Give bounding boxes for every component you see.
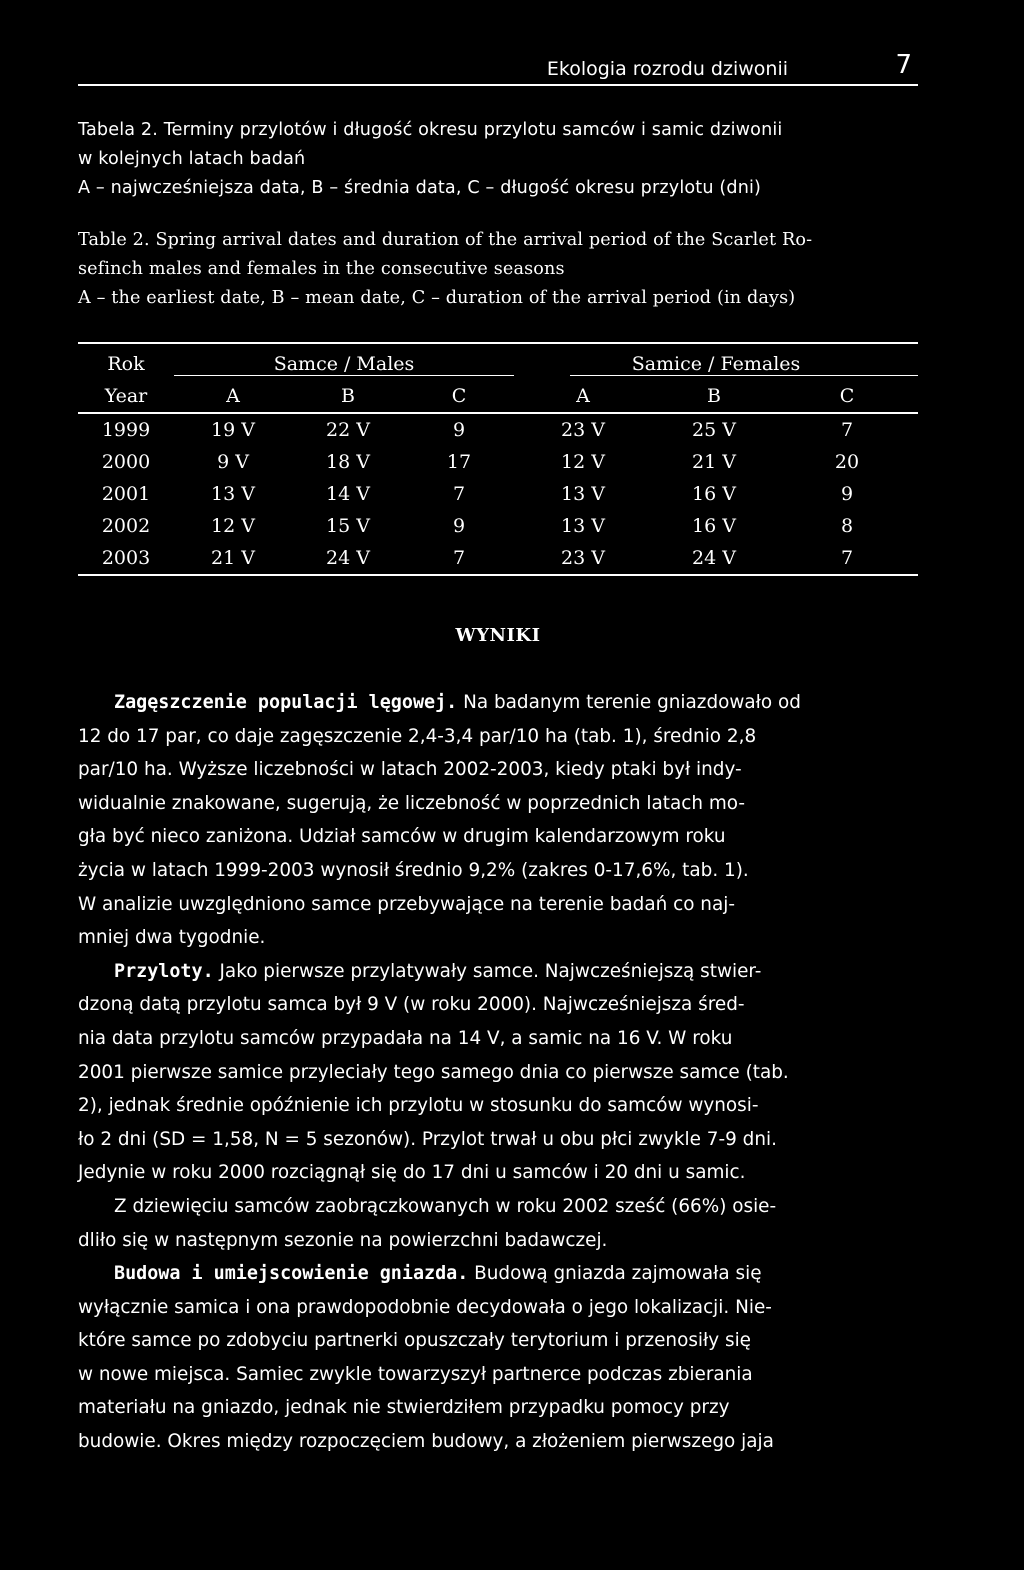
table-cell: 7 [840, 419, 854, 441]
paragraph-line [78, 686, 918, 720]
paragraph-line: Jedynie w roku 2000 rozciągnął się do 17 dni u samców i 20 dni u samic. [78, 1162, 746, 1184]
caption-line: A – the earliest date, B – mean date, C – duration of the arrival period (in days) [78, 288, 796, 308]
paragraph-heading: Zagęszczenie populacji lęgowej. [114, 692, 458, 713]
table-cell: 25 V [692, 419, 736, 441]
females-group-label: Samice / Females [631, 352, 801, 375]
column-header: A [576, 385, 590, 407]
table-cell: 15 V [326, 515, 370, 537]
table-row [78, 446, 918, 478]
paragraph-line: widualnie znakowane, sugerują, że liczebność w poprzednich latach mo- [78, 792, 746, 814]
arrival-table [78, 342, 918, 576]
table-caption-polish [78, 116, 924, 203]
table-cell: 9 [452, 515, 466, 537]
paragraph-line: W analizie uwzględniono samce przebywające na terenie badań co naj- [78, 893, 735, 915]
table-cell: 17 [446, 451, 472, 473]
paragraph-line: 2001 pierwsze samice przyleciały tego samego dnia co pierwsze samce (tab. [78, 1061, 789, 1083]
caption-line: A – najwcześniejsza data, B – średnia data, C – długość okresu przylotu (dni) [78, 178, 762, 198]
paragraph-line: które samce po zdobyciu partnerki opuszczały terytorium i przenosiły się [78, 1330, 751, 1352]
table-cell: 21 V [211, 547, 255, 569]
table-row [78, 510, 918, 542]
section-heading: WYNIKI [455, 625, 541, 646]
table-cell: 9 [452, 419, 466, 441]
header-rule [78, 84, 918, 86]
paragraph-line: par/10 ha. Wyższe liczebności w latach 2002-2003, kiedy ptaki był indy- [78, 759, 742, 781]
paragraph-line: dzoną datą przylotu samca był 9 V (w roku 2000). Najwcześniejsza śred- [78, 994, 745, 1016]
table-cell: 12 V [561, 451, 605, 473]
paragraph-line: nia data przylotu samców przypadała na 14 V, a samic na 16 V. W roku [78, 1027, 733, 1049]
year-header-pl: Rok [107, 353, 145, 375]
table-cell: 12 V [211, 515, 255, 537]
table-cell: 2002 [101, 515, 151, 537]
paragraph-line: wyłącznie samica i ona prawdopodobnie decydowała o jego lokalizacji. Nie- [78, 1296, 772, 1318]
table-cell: 18 V [326, 451, 370, 473]
table-cell: 2001 [101, 483, 151, 505]
column-header: B [707, 385, 721, 407]
table-row [78, 478, 918, 510]
table-cell: 13 V [561, 515, 605, 537]
table-cell: 7 [840, 547, 854, 569]
running-header [78, 46, 918, 86]
caption-line: w kolejnych latach badań [78, 149, 306, 169]
paragraph-line: dliło się w następnym sezonie na powierzchni badawczej. [78, 1229, 608, 1251]
table-cell: 16 V [692, 515, 736, 537]
table-cell: 14 V [326, 483, 370, 505]
column-header: C [839, 385, 855, 407]
paragraph-line [78, 1257, 918, 1291]
table-cell: 16 V [692, 483, 736, 505]
table-cell: 21 V [692, 451, 736, 473]
caption-line: Table 2. Spring arrival dates and duration of the arrival period of the Scarlet Ro- [78, 230, 813, 250]
paragraph-line: ło 2 dni (SD = 1,58, N = 5 sezonów). Przylot trwał u obu płci zwykle 7-9 dni. [78, 1128, 777, 1150]
paragraph-line: 12 do 17 par, co daje zagęszczenie 2,4-3,4 par/10 ha (tab. 1), średnio 2,8 [78, 725, 757, 747]
table-row [78, 414, 918, 446]
column-header: C [451, 385, 467, 407]
table-cell: 7 [452, 483, 466, 505]
caption-line: Tabela 2. Terminy przylotów i długość okresu przylotu samców i samic dziwonii [78, 120, 783, 140]
paragraph-line: życia w latach 1999-2003 wynosił średnio 9,2% (zakres 0-17,6%, tab. 1). [78, 859, 749, 881]
caption-line: sefinch males and females in the consecutive seasons [78, 259, 565, 279]
table-cell: 13 V [561, 483, 605, 505]
table-row [78, 542, 918, 575]
body-text [78, 686, 918, 1459]
table-cell: 2003 [101, 547, 151, 569]
males-group-header [174, 344, 514, 380]
paragraph-line: mniej dwa tygodnie. [78, 927, 266, 949]
table-cell: 23 V [561, 547, 605, 569]
paragraph-text: Budową gniazda zajmowała się [468, 1263, 762, 1285]
table-cell: 1999 [101, 419, 151, 441]
table-cell: 23 V [561, 419, 605, 441]
table-cell: 2000 [101, 451, 151, 473]
table-caption-english [78, 226, 924, 313]
table-cell: 19 V [211, 419, 255, 441]
table-cell: 24 V [326, 547, 370, 569]
table-cell: 22 V [326, 419, 370, 441]
column-header: A [226, 385, 240, 407]
females-group-header [514, 344, 918, 380]
paragraph-text: Na badanym terenie gniazdowało od [457, 692, 801, 713]
paragraph-line: budowie. Okres między rozpoczęciem budowy, a złożeniem pierwszego jaja [78, 1431, 774, 1453]
table-cell: 13 V [211, 483, 255, 505]
table-cell: 9 [840, 483, 854, 505]
paragraph-heading: Budowa i umiejscowienie gniazda. [114, 1263, 469, 1285]
paragraph-line: 2), jednak średnie opóźnienie ich przylotu w stosunku do samców wynosi- [78, 1095, 759, 1117]
paragraph-heading: Przyloty. [114, 960, 214, 982]
running-title: Ekologia rozrodu dziwonii [546, 58, 788, 80]
table-cell: 7 [452, 547, 466, 569]
paragraph-line [78, 955, 918, 989]
table-cell: 20 [834, 451, 860, 473]
paragraph-line: Z dziewięciu samców zaobrączkowanych w roku 2002 sześć (66%) osie- [114, 1195, 777, 1217]
paragraph-line: w nowe miejsca. Samiec zwykle towarzyszył partnerce podczas zbierania [78, 1363, 753, 1385]
paragraph-text: Jako pierwsze przylatywały samce. Najwcześniejszą stwier- [213, 960, 762, 982]
year-header-en: Year [104, 385, 148, 407]
column-header: B [341, 385, 355, 407]
paragraph-line: materiału na gniazdo, jednak nie stwierdziłem przypadku pomocy przy [78, 1397, 730, 1419]
paragraph-line: gła być nieco zaniżona. Udział samców w drugim kalendarzowym roku [78, 826, 726, 848]
table-cell: 9 V [217, 451, 249, 473]
table-cell: 24 V [692, 547, 736, 569]
males-group-label: Samce / Males [273, 352, 415, 375]
table-cell: 8 [840, 515, 854, 537]
page-number: 7 [895, 50, 912, 80]
